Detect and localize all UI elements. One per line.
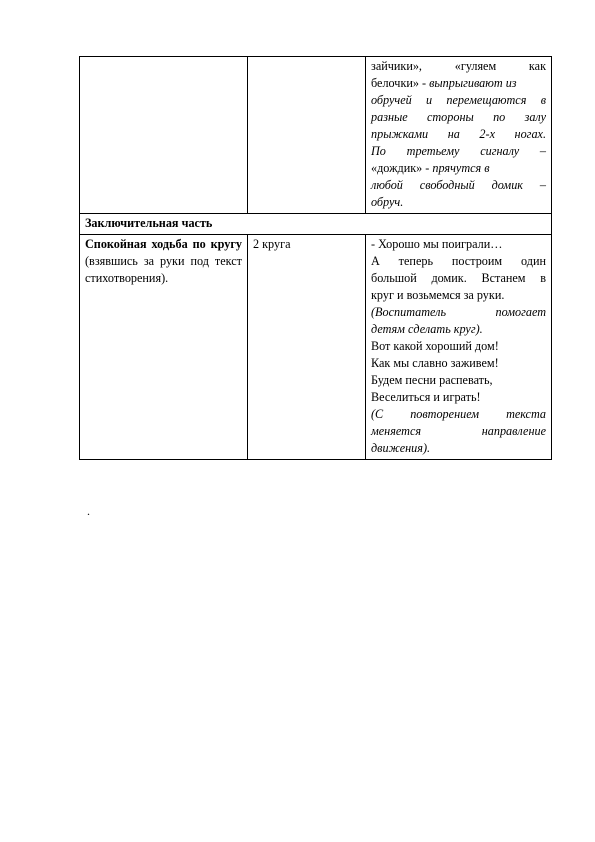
exercise-note: (взявшись за руки под текст стихотворения). <box>85 254 242 285</box>
text-line <box>371 109 546 126</box>
text-line-content: зайчики», «гуляем как <box>371 59 546 73</box>
exercise-name: Спокойная ходьба по кругу <box>85 237 242 251</box>
text-line-content: - Хорошо мы поиграли… <box>371 237 503 251</box>
text-line-content: А теперь построим один <box>371 254 546 268</box>
section-title-cell <box>80 214 552 235</box>
text-line-content: любой свободный домик – <box>371 178 546 192</box>
text-line <box>371 126 546 143</box>
text-line <box>371 253 546 270</box>
exercise-cell <box>80 235 248 460</box>
text-line <box>371 321 546 338</box>
trailing-mark: . <box>87 504 90 518</box>
text-line-content: По третьему сигналу – <box>371 144 546 158</box>
dosage-value: 2 круга <box>253 237 291 251</box>
text-line <box>371 406 546 423</box>
text-line-content: (С повторением текста <box>371 407 546 421</box>
text-line <box>371 92 546 109</box>
text-line <box>371 372 546 389</box>
text-line-content: детям сделать круг). <box>371 322 483 336</box>
text-line-italic: прячутся в <box>432 161 490 175</box>
text-line <box>371 75 546 92</box>
text-line-content: Как мы славно заживем! <box>371 356 499 370</box>
table-row <box>80 57 552 214</box>
text-line-content: Будем песни распевать, <box>371 373 493 387</box>
dosage-cell-empty <box>248 57 366 214</box>
lesson-table <box>79 56 552 460</box>
text-line-content: разные стороны по залу <box>371 110 546 124</box>
text-line <box>371 304 546 321</box>
text-line-content: большой домик. Встанем в <box>371 271 546 285</box>
text-line <box>371 355 546 372</box>
text-line <box>371 338 546 355</box>
text-line-content: обруч. <box>371 195 404 209</box>
text-line <box>371 194 546 211</box>
instructions-cell <box>366 57 552 214</box>
instructions-cell <box>366 235 552 460</box>
text-line-content: «дождик» - <box>371 161 433 175</box>
text-line-content: прыжками на 2-х ногах. <box>371 127 546 141</box>
text-line <box>371 160 546 177</box>
text-line-content: белочки» - <box>371 76 430 90</box>
section-title: Заключительная часть <box>85 216 213 230</box>
table-row <box>80 235 552 460</box>
text-line-content: Веселиться и играть! <box>371 390 481 404</box>
text-line-italic: выпрыгивают из <box>429 76 517 90</box>
text-line <box>371 389 546 406</box>
exercise-cell-empty <box>80 57 248 214</box>
text-line <box>371 287 546 304</box>
dosage-cell <box>248 235 366 460</box>
text-line-content: круг и возьмемся за руки. <box>371 288 505 302</box>
text-line <box>371 143 546 160</box>
text-line <box>371 177 546 194</box>
text-line-content: меняется направление <box>371 424 546 438</box>
text-line <box>371 270 546 287</box>
text-line-content: обручей и перемещаются в <box>371 93 546 107</box>
text-line <box>371 236 546 253</box>
text-line-content: движения). <box>371 441 431 455</box>
text-line <box>371 58 546 75</box>
text-line <box>371 440 546 457</box>
text-line-content: (Воспитатель помогает <box>371 305 546 319</box>
text-line-content: Вот какой хороший дом! <box>371 339 499 353</box>
text-line <box>371 423 546 440</box>
table-row <box>80 214 552 235</box>
